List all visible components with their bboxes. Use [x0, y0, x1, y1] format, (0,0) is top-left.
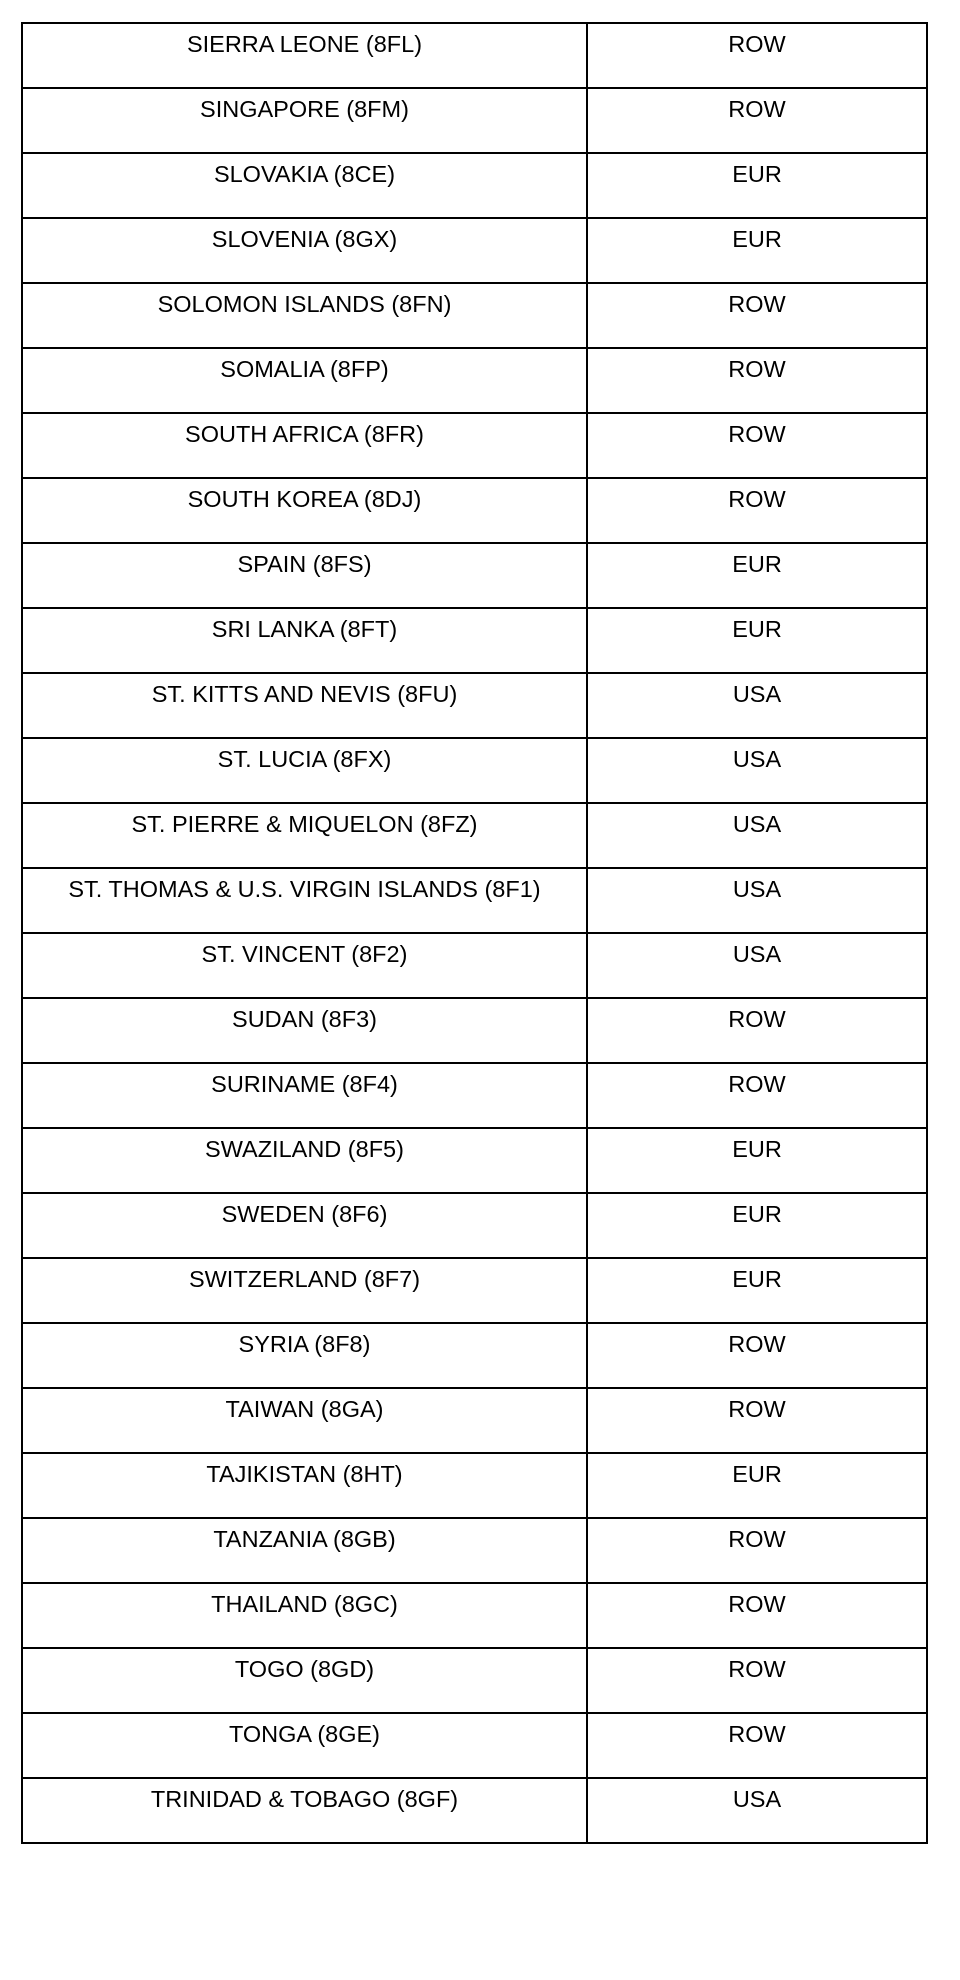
region-cell: ROW: [587, 478, 927, 543]
country-cell: SOUTH KOREA (8DJ): [22, 478, 587, 543]
country-cell: ST. LUCIA (8FX): [22, 738, 587, 803]
region-cell: ROW: [587, 413, 927, 478]
region-cell: USA: [587, 1778, 927, 1843]
region-cell: ROW: [587, 23, 927, 88]
region-cell: USA: [587, 673, 927, 738]
table-row: [22, 803, 927, 868]
table-row: [22, 478, 927, 543]
region-cell: ROW: [587, 1388, 927, 1453]
country-cell: SIERRA LEONE (8FL): [22, 23, 587, 88]
country-region-table: [21, 22, 928, 1844]
region-cell: EUR: [587, 218, 927, 283]
table-row: [22, 998, 927, 1063]
country-cell: SLOVENIA (8GX): [22, 218, 587, 283]
country-cell: SWITZERLAND (8F7): [22, 1258, 587, 1323]
table-row: [22, 88, 927, 153]
region-cell: EUR: [587, 153, 927, 218]
region-cell: ROW: [587, 1323, 927, 1388]
table-row: [22, 1453, 927, 1518]
region-cell: ROW: [587, 1713, 927, 1778]
table-row: [22, 1583, 927, 1648]
country-cell: SOUTH AFRICA (8FR): [22, 413, 587, 478]
table-row: [22, 933, 927, 998]
country-cell: TONGA (8GE): [22, 1713, 587, 1778]
table-row: [22, 218, 927, 283]
country-cell: SUDAN (8F3): [22, 998, 587, 1063]
region-cell: ROW: [587, 283, 927, 348]
country-cell: SOLOMON ISLANDS (8FN): [22, 283, 587, 348]
region-cell: ROW: [587, 1518, 927, 1583]
country-cell: SWAZILAND (8F5): [22, 1128, 587, 1193]
country-cell: TRINIDAD & TOBAGO (8GF): [22, 1778, 587, 1843]
table-row: [22, 1648, 927, 1713]
region-cell: EUR: [587, 1453, 927, 1518]
table-row: [22, 1063, 927, 1128]
table-row: [22, 738, 927, 803]
region-cell: USA: [587, 868, 927, 933]
region-cell: EUR: [587, 1193, 927, 1258]
country-cell: ST. KITTS AND NEVIS (8FU): [22, 673, 587, 738]
table-row: [22, 1258, 927, 1323]
table-row: [22, 283, 927, 348]
region-cell: USA: [587, 933, 927, 998]
country-cell: SRI LANKA (8FT): [22, 608, 587, 673]
table-row: [22, 608, 927, 673]
region-cell: USA: [587, 738, 927, 803]
region-cell: ROW: [587, 348, 927, 413]
table-row: [22, 868, 927, 933]
table-row: [22, 543, 927, 608]
table-body: [22, 23, 927, 1843]
country-cell: TOGO (8GD): [22, 1648, 587, 1713]
table-row: [22, 673, 927, 738]
table-row: [22, 1388, 927, 1453]
country-cell: ST. THOMAS & U.S. VIRGIN ISLANDS (8F1): [22, 868, 587, 933]
table-row: [22, 348, 927, 413]
region-cell: ROW: [587, 1648, 927, 1713]
country-cell: TAJIKISTAN (8HT): [22, 1453, 587, 1518]
country-cell: SLOVAKIA (8CE): [22, 153, 587, 218]
table-row: [22, 23, 927, 88]
region-cell: EUR: [587, 608, 927, 673]
table-row: [22, 1193, 927, 1258]
region-cell: ROW: [587, 1063, 927, 1128]
region-cell: USA: [587, 803, 927, 868]
country-cell: SOMALIA (8FP): [22, 348, 587, 413]
country-cell: TANZANIA (8GB): [22, 1518, 587, 1583]
region-cell: ROW: [587, 1583, 927, 1648]
country-cell: SINGAPORE (8FM): [22, 88, 587, 153]
region-cell: ROW: [587, 88, 927, 153]
country-cell: TAIWAN (8GA): [22, 1388, 587, 1453]
table-row: [22, 1323, 927, 1388]
country-cell: SPAIN (8FS): [22, 543, 587, 608]
table-row: [22, 1518, 927, 1583]
region-cell: EUR: [587, 543, 927, 608]
table-row: [22, 1128, 927, 1193]
country-cell: SWEDEN (8F6): [22, 1193, 587, 1258]
table-row: [22, 1713, 927, 1778]
country-cell: ST. VINCENT (8F2): [22, 933, 587, 998]
region-cell: ROW: [587, 998, 927, 1063]
table-row: [22, 413, 927, 478]
table-row: [22, 153, 927, 218]
country-cell: SURINAME (8F4): [22, 1063, 587, 1128]
country-cell: THAILAND (8GC): [22, 1583, 587, 1648]
region-cell: EUR: [587, 1128, 927, 1193]
table-row: [22, 1778, 927, 1843]
country-cell: ST. PIERRE & MIQUELON (8FZ): [22, 803, 587, 868]
country-cell: SYRIA (8F8): [22, 1323, 587, 1388]
region-cell: EUR: [587, 1258, 927, 1323]
